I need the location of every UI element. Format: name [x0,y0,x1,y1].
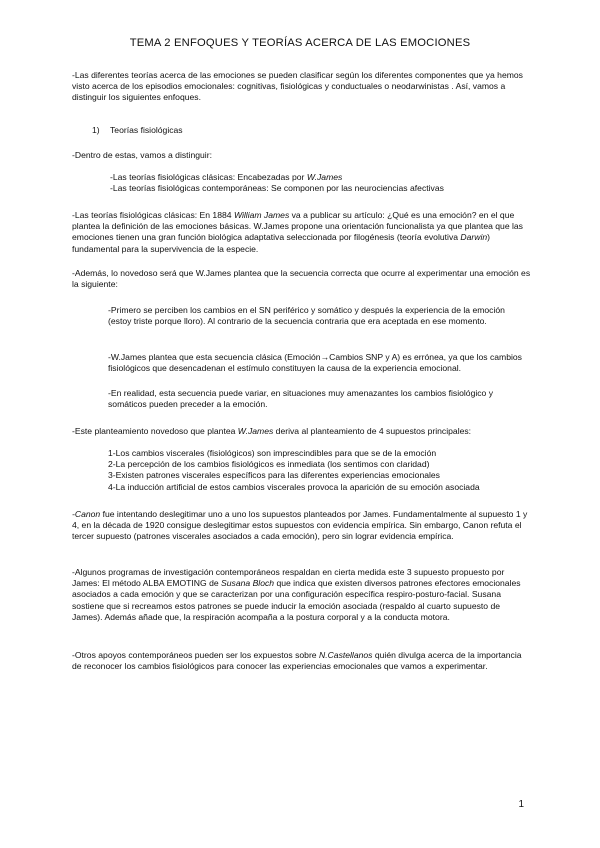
classic-item-text: -Las teorías fisiológicas clásicas: Encabezadas por [110,172,307,182]
programs-a: -Algunos programas de investigación contemporáneos respaldan en cierta medida este 3 supuesto propuesto por James: El método ALBA EMOTING de [72,567,505,589]
list-item: 2-La percepción de los cambios fisiológicos es inmediata (los sentimos con claridad) [108,459,430,470]
assumptions-intro-author: W.James [237,426,274,436]
support-author: N.Castellanos [318,650,373,660]
programs-author: Susana Bloch [221,578,275,589]
classic-para-darwin: Darwin [460,232,488,243]
list-item: 1-Los cambios viscerales (fisiológicos) son imprescindibles para que se de la emoción [108,448,437,458]
classic-para-author: William James [233,210,290,220]
theory-types-list [110,172,530,194]
programs-b: que indica que existen diversos patrones efectores emocionales asociados a cada emoción y que se caracterizan por una configuración específica respiro-posturo-facial. Susana sostiene que si recreamos estos patrones se puede inducir la emoción asociada (respaldo al cuarto supuesto de James). Además añade que, la respiración acompaña a la postura corporal y a la conducta motora. [72,578,521,622]
assumptions-list [108,448,538,493]
support-a: -Otros apoyos contemporáneos pueden ser los expuestos sobre [72,650,319,660]
sequence-item-3: -En realidad, esta secuencia puede variar, en situaciones muy amenazantes los cambios fisiológico y somáticos pueden preceder a la emoción. [108,388,494,410]
classic-theories-paragraph [72,210,532,255]
list-item: 3-Existen patrones viscerales específicos para las diferentes experiencias emocionales [108,470,440,481]
section-number: 1) [92,125,100,135]
list-item [110,172,530,183]
support-b: quién divulga acerca de la importancia de reconocer los cambios fisiológicos para conocer las experiencias emocionales que vamos a experimentar. [72,650,522,672]
programs-paragraph [72,567,532,623]
classic-item-author: W.James [306,172,343,182]
novelty-paragraph: -Además, lo novedoso será que W.James plantea que la secuencia correcta que ocurre al experimentar una emoción es la siguiente: [72,268,531,290]
page-title: TEMA 2 ENFOQUES Y TEORÍAS ACERCA DE LAS EMOCIONES [129,37,471,49]
list-item: 4-La inducción artificial de estos cambios viscerales provoca la aparición de su emoción asociada [108,481,480,492]
support-paragraph [72,650,532,672]
classic-para-a: -Las teorías fisiológicas clásicas: En 1884 [72,210,234,220]
assumptions-intro [72,426,532,437]
canon-paragraph [72,509,532,543]
distinguish-intro: -Dentro de estas, vamos a distinguir: [72,150,212,160]
assumptions-intro-a: -Este planteamiento novedoso que plantea [72,426,238,436]
assumptions-intro-b: deriva al planteamiento de 4 supuestos principales: [273,426,472,436]
page-number: 1 [518,799,524,810]
canon-author: -Canon [72,509,101,519]
list-item: -Las teorías fisiológicas contemporáneas: Se componen por las neurociencias afectivas [110,183,444,194]
classic-para-c: ) fundamental para la supervivencia de la especie. [72,232,491,254]
intro-paragraph: -Las diferentes teorías acerca de las emociones se pueden clasificar según los diferentes componentes que ya hemos visto acerca de los episodios emocionales: cognitivas, fisiológicas y conductuales o neodarwinistas . Así, vamos a distinguir los siguientes enfoques. [72,70,523,103]
sequence-item-1: -Primero se perciben los cambios en el SN periférico y somático y después la experiencia de la emoción (estoy triste porque lloro). Al contrario de la secuencia contraria que era aceptada en ese momento. [108,305,505,327]
canon-text: fue intentando deslegitimar uno a uno los supuestos planteados por James. Fundamentalmente al supuesto 1 y 4, en la década de 1920 consigue deslegitimar estos supuestos con evidencia empírica. Sin embargo, Canon refuta el tercer supuesto (patrones viscerales asociados a cada emoción), pero sin lograr evidencia empírica. [72,509,528,542]
classic-para-b: va a publicar su artículo: ¿Qué es una emoción? en el que plantea la definición de las emociones básicas. W.James propone una orientación funcionalista ya que plantea que las emociones tienen una gran función biológica adaptativa seleccionada por filogénesis (teoría evolutiva [72,210,523,243]
section-heading: Teorías fisiológicas [110,125,183,135]
sequence-item-2: -W.James plantea que esta secuencia clásica (Emoción→Cambios SNP y A) es errónea, ya que los cambios fisiológicos que desencadenan el estímulo constituyen la causa de la experiencia emocional. [108,352,522,374]
